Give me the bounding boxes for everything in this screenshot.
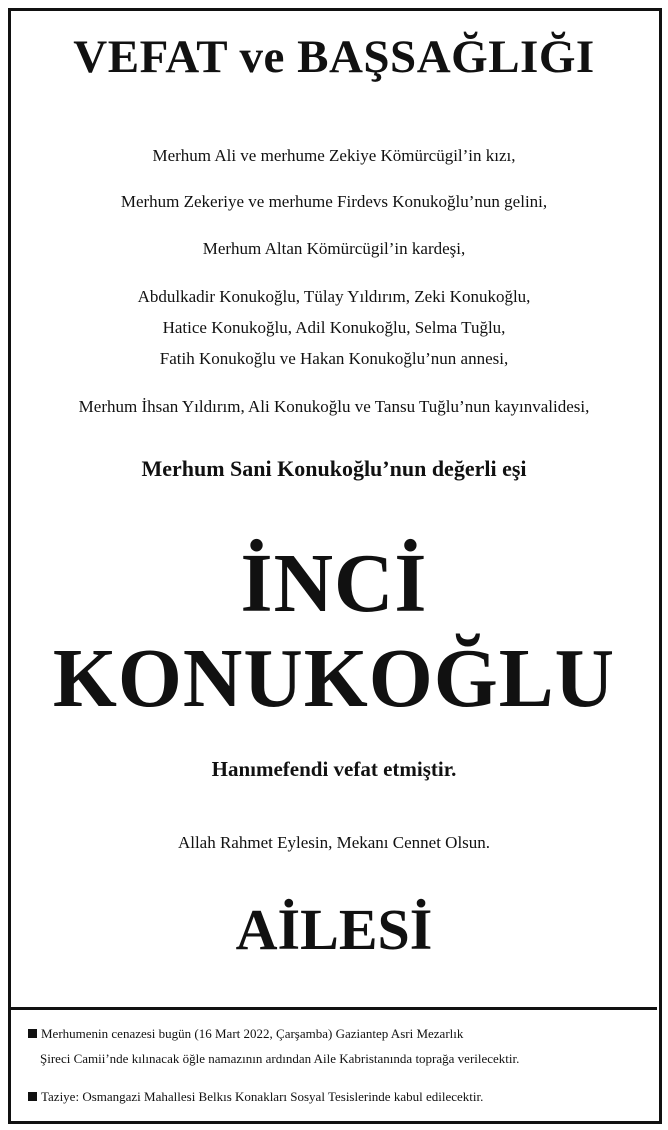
relation-line-daughter-in-law: Merhum Zekeriye ve merhume Firdevs Konukoğlu’nun gelini, xyxy=(120,192,548,211)
page-title: VEFAT ve BAŞSAĞLIĞI xyxy=(73,31,595,83)
condolence-note-text: Taziye: Osmangazi Mahallesi Belkıs Konakları Sosyal Tesislerinde kabul edilecektir. xyxy=(41,1089,484,1104)
relation-line-children-3: Fatih Konukoğlu ve Hakan Konukoğlu’nun annesi, xyxy=(159,349,509,368)
family-signature: AİLESİ xyxy=(235,897,433,962)
relation-line-children-1: Abdulkadir Konukoğlu, Tülay Yıldırım, Zeki Konukoğlu, xyxy=(137,287,531,306)
funeral-note xyxy=(28,1024,463,1043)
passed-away-line: Hanımefendi vefat etmiştir. xyxy=(211,757,457,781)
condolence-note xyxy=(28,1087,483,1106)
bullet-square-icon xyxy=(28,1029,37,1038)
relation-line-daughter: Merhum Ali ve merhume Zekiye Kömürcügil’in kızı, xyxy=(152,146,516,165)
section-divider xyxy=(11,1007,657,1010)
relation-line-children-2: Hatice Konukoğlu, Adil Konukoğlu, Selma Tuğlu, xyxy=(162,318,506,337)
deceased-first-name: İNCİ xyxy=(240,537,428,630)
bullet-square-icon xyxy=(28,1092,37,1101)
relation-line-sister: Merhum Altan Kömürcügil’in kardeşi, xyxy=(202,239,466,258)
funeral-note-line2: Şireci Camii’nde kılınacak öğle namazının ardından Aile Kabristanında toprağa verilecektir. xyxy=(40,1051,520,1066)
prayer-line: Allah Rahmet Eylesin, Mekanı Cennet Olsun. xyxy=(177,833,491,852)
spouse-line: Merhum Sani Konukoğlu’nun değerli eşi xyxy=(141,456,527,481)
deceased-last-name: KONUKOĞLU xyxy=(52,632,616,725)
relation-line-mother-in-law: Merhum İhsan Yıldırım, Ali Konukoğlu ve Tansu Tuğlu’nun kayınvalidesi, xyxy=(78,397,590,416)
funeral-note-line1: Merhumenin cenazesi bugün (16 Mart 2022, Çarşamba) Gaziantep Asri Mezarlık xyxy=(41,1026,464,1041)
